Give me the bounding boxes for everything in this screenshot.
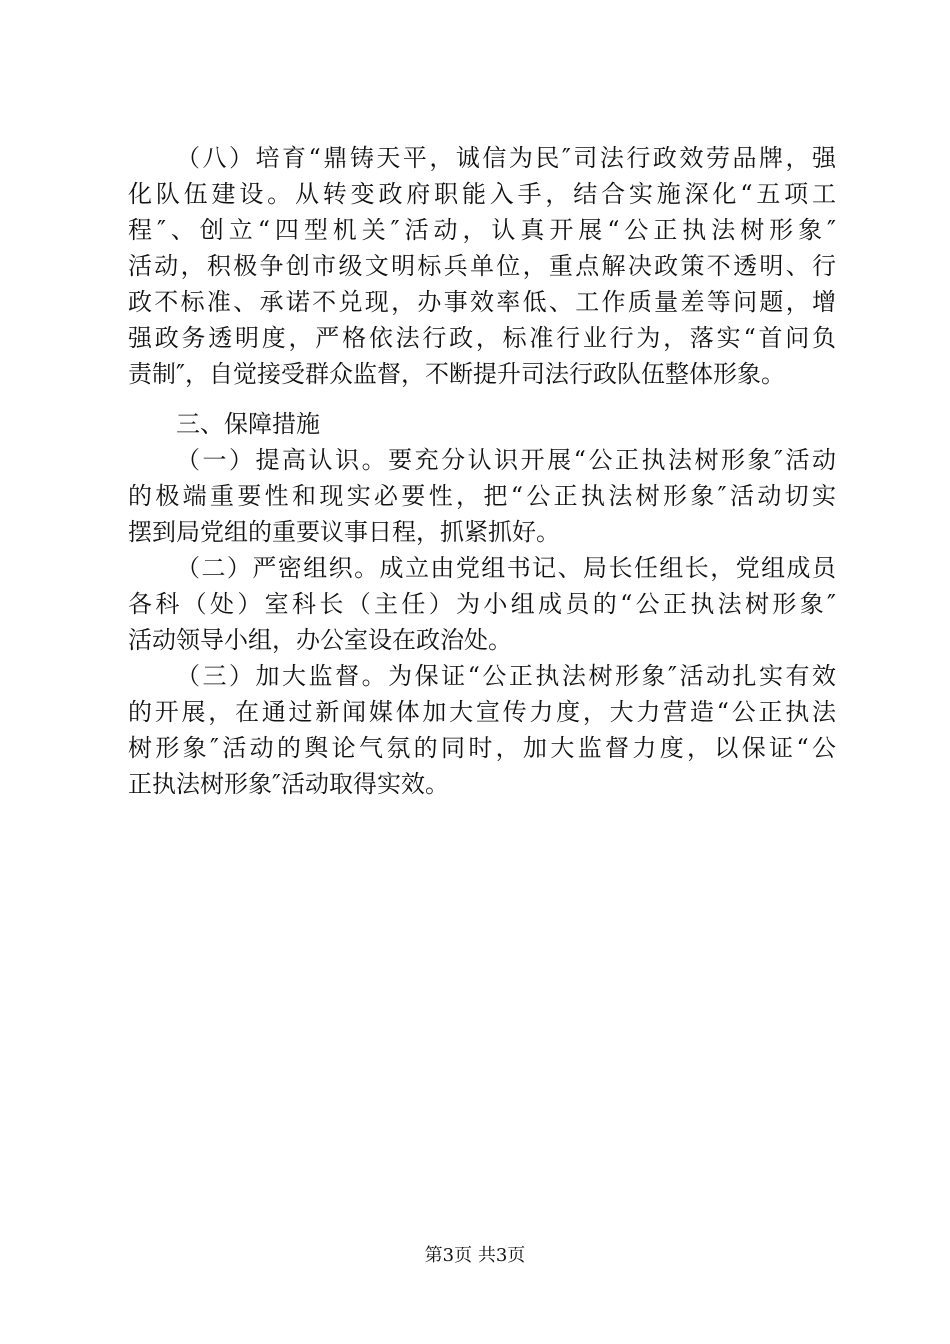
paragraph-line: 政不标准、承诺不兑现，办事效率低、工作质量差等问题，增 bbox=[128, 288, 836, 316]
paragraph-line: 各科（处）室科长（主任）为小组成员的“公正执法树形象″ bbox=[128, 590, 836, 618]
paragraph-line: 树形象″活动的舆论气氛的同时，加大监督力度，以保证“公 bbox=[128, 734, 836, 762]
paragraph-line: 化队伍建设。从转变政府职能入手，结合实施深化“五项工 bbox=[128, 180, 836, 208]
paragraph-line: 的极端重要性和现实必要性，把“公正执法树形象″活动切实 bbox=[128, 482, 836, 510]
document-body bbox=[128, 140, 836, 802]
paragraph-measure-3 bbox=[128, 658, 836, 802]
paragraph-line: 活动领导小组，办公室设在政治处。 bbox=[128, 626, 512, 654]
paragraph-line: 责制″，自觉接受群众监督，不断提升司法行政队伍整体形象。 bbox=[128, 360, 785, 388]
paragraph-measure-1 bbox=[128, 442, 836, 550]
paragraph-line: （一）提高认识。要充分认识开展“公正执法树形象″活动 bbox=[176, 446, 836, 474]
paragraph-line: 正执法树形象″活动取得实效。 bbox=[128, 770, 449, 798]
paragraph-line: 程″、创立“四型机关″活动，认真开展“公正执法树形象″ bbox=[128, 216, 836, 244]
paragraph-line: （二）严密组织。成立由党组书记、局长任组长，党组成员 bbox=[176, 554, 836, 582]
page-number-footer: 第3页 共3页 bbox=[424, 1245, 526, 1266]
paragraph-line: 的开展，在通过新闻媒体加大宣传力度，大力营造“公正执法 bbox=[128, 698, 836, 726]
paragraph-line: （八）培育“鼎铸天平，诚信为民″司法行政效劳品牌，强 bbox=[176, 144, 836, 172]
paragraph-8 bbox=[128, 140, 836, 392]
paragraph-line: 强政务透明度，严格依法行政，标准行业行为，落实“首问负 bbox=[128, 324, 836, 352]
paragraph-line: （三）加大监督。为保证“公正执法树形象″活动扎实有效 bbox=[176, 662, 836, 690]
paragraph-line: 摆到局党组的重要议事日程，抓紧抓好。 bbox=[128, 518, 560, 546]
paragraph-measure-2 bbox=[128, 550, 836, 658]
paragraph-gap bbox=[128, 392, 836, 406]
section-heading: 三、保障措施 bbox=[176, 410, 320, 438]
paragraph-line: 活动，积极争创市级文明标兵单位，重点解决政策不透明、行 bbox=[128, 252, 836, 280]
